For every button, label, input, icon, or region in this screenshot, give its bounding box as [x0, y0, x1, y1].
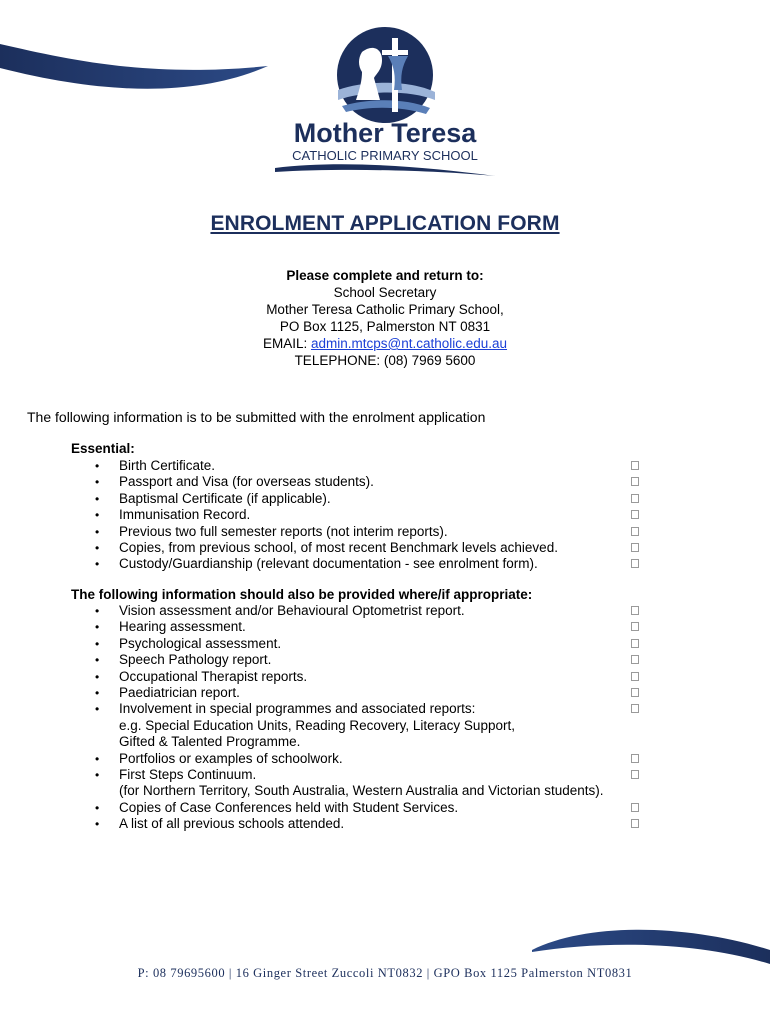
bullet-icon: •	[95, 817, 100, 832]
appropriate-heading: The following information should also be provided where/if appropriate:	[71, 587, 533, 602]
return-address-block	[0, 267, 770, 369]
bullet-icon: •	[95, 508, 100, 523]
return-po-box: PO Box 1125, Palmerston NT 0831	[279, 319, 491, 334]
checklist-item	[95, 507, 655, 523]
checklist-item-text: Involvement in special programmes and associated reports:	[119, 701, 476, 717]
checklist-item	[95, 619, 655, 635]
bullet-icon: •	[95, 541, 100, 556]
checkbox[interactable]	[631, 655, 639, 664]
appropriate-list	[95, 603, 655, 833]
bullet-icon: •	[95, 653, 100, 668]
checkbox[interactable]	[631, 639, 639, 648]
checklist-item	[95, 816, 655, 832]
checklist-item	[95, 524, 655, 540]
checklist-item-text: Immunisation Record.	[119, 507, 251, 523]
checklist-item-text: Previous two full semester reports (not interim reports).	[119, 523, 448, 539]
checklist-item	[95, 491, 655, 507]
return-telephone: TELEPHONE: (08) 7969 5600	[294, 353, 476, 368]
checkbox[interactable]	[631, 704, 639, 713]
bullet-icon: •	[95, 636, 100, 651]
bullet-icon: •	[95, 620, 100, 635]
checklist-item-text: Baptismal Certificate (if applicable).	[119, 490, 331, 506]
checklist-item	[95, 751, 655, 767]
checklist-item-text: Vision assessment and/or Behavioural Optometrist report.	[119, 603, 465, 618]
return-heading: Please complete and return to:	[286, 268, 484, 283]
checkbox[interactable]	[631, 770, 639, 779]
essential-list	[95, 458, 655, 573]
checklist-item-text: Paediatrician report.	[119, 685, 240, 701]
bullet-icon: •	[95, 524, 100, 539]
checklist-item	[95, 474, 655, 490]
checklist-item	[95, 685, 655, 701]
bullet-icon: •	[95, 557, 100, 572]
footer-contact: P: 08 79695600 | 16 Ginger Street Zuccoli NT0832 | GPO Box 1125 Palmerston NT0831	[137, 966, 633, 980]
header-swoosh-decoration	[0, 38, 275, 108]
checklist-item	[95, 669, 655, 685]
checklist-item-text: Custody/Guardianship (relevant documentation - see enrolment form).	[119, 556, 538, 572]
checklist-item	[95, 767, 655, 800]
checklist-item-text: A list of all previous schools attended.	[119, 816, 345, 832]
checklist-item-note: Gifted & Talented Programme.	[119, 734, 301, 750]
return-recipient: School Secretary	[333, 285, 437, 300]
checkbox[interactable]	[631, 494, 639, 503]
checklist-item-text: Psychological assessment.	[119, 635, 282, 651]
bullet-icon: •	[95, 459, 100, 473]
checklist-item-text: Birth Certificate.	[119, 458, 216, 473]
checkbox[interactable]	[631, 622, 639, 631]
bullet-icon: •	[95, 800, 100, 815]
logo-school-subtitle: CATHOLIC PRIMARY SCHOOL	[292, 148, 478, 163]
checkbox[interactable]	[631, 543, 639, 552]
essential-heading: Essential:	[71, 441, 135, 456]
checklist-item-note: (for Northern Territory, South Australia, Western Australia and Victorian students).	[119, 783, 604, 799]
checklist-item-text: Speech Pathology report.	[119, 652, 272, 668]
checklist-item	[95, 458, 655, 474]
checklist-item	[95, 556, 655, 572]
school-logo	[270, 20, 500, 195]
checkbox[interactable]	[631, 606, 639, 615]
checkbox[interactable]	[631, 527, 639, 536]
footer-swoosh-decoration	[528, 920, 770, 970]
checklist-item-text: Portfolios or examples of schoolwork.	[119, 750, 343, 766]
checklist-item-text: First Steps Continuum.	[119, 767, 257, 783]
checklist-item	[95, 636, 655, 652]
logo-school-name: Mother Teresa	[293, 118, 477, 148]
checkbox[interactable]	[631, 688, 639, 697]
checklist-item-text: Hearing assessment.	[119, 619, 246, 635]
checklist-item	[95, 652, 655, 668]
bullet-icon: •	[95, 768, 100, 783]
checkbox[interactable]	[631, 477, 639, 486]
checkbox[interactable]	[631, 510, 639, 519]
bullet-icon: •	[95, 604, 100, 618]
checklist-item	[95, 701, 655, 750]
return-email-line	[0, 335, 770, 352]
bullet-icon: •	[95, 669, 100, 684]
bullet-icon: •	[95, 751, 100, 766]
bullet-icon: •	[95, 702, 100, 717]
checklist-item-text: Copies of Case Conferences held with Student Services.	[119, 799, 459, 815]
intro-text: The following information is to be submitted with the enrolment application	[27, 409, 486, 425]
checklist-item-note: e.g. Special Education Units, Reading Recovery, Literacy Support,	[119, 717, 515, 733]
checkbox[interactable]	[631, 754, 639, 763]
checklist-item-text: Copies, from previous school, of most recent Benchmark levels achieved.	[119, 540, 558, 556]
bullet-icon: •	[95, 491, 100, 506]
checklist-item	[95, 540, 655, 556]
bullet-icon: •	[95, 475, 100, 490]
email-label: EMAIL:	[262, 336, 311, 351]
checkbox[interactable]	[631, 672, 639, 681]
checkbox[interactable]	[631, 559, 639, 568]
form-title: ENROLMENT APPLICATION FORM	[210, 212, 560, 235]
email-link[interactable]: admin.mtcps@nt.catholic.edu.au	[310, 336, 508, 351]
checkbox[interactable]	[631, 461, 639, 470]
checklist-item-text: Passport and Visa (for overseas students).	[119, 474, 374, 490]
return-school: Mother Teresa Catholic Primary School,	[266, 302, 504, 317]
checkbox[interactable]	[631, 803, 639, 812]
checklist-item	[95, 603, 655, 619]
checklist-item	[95, 800, 655, 816]
bullet-icon: •	[95, 686, 100, 701]
checklist-item-text: Occupational Therapist reports.	[119, 668, 308, 684]
checkbox[interactable]	[631, 819, 639, 828]
